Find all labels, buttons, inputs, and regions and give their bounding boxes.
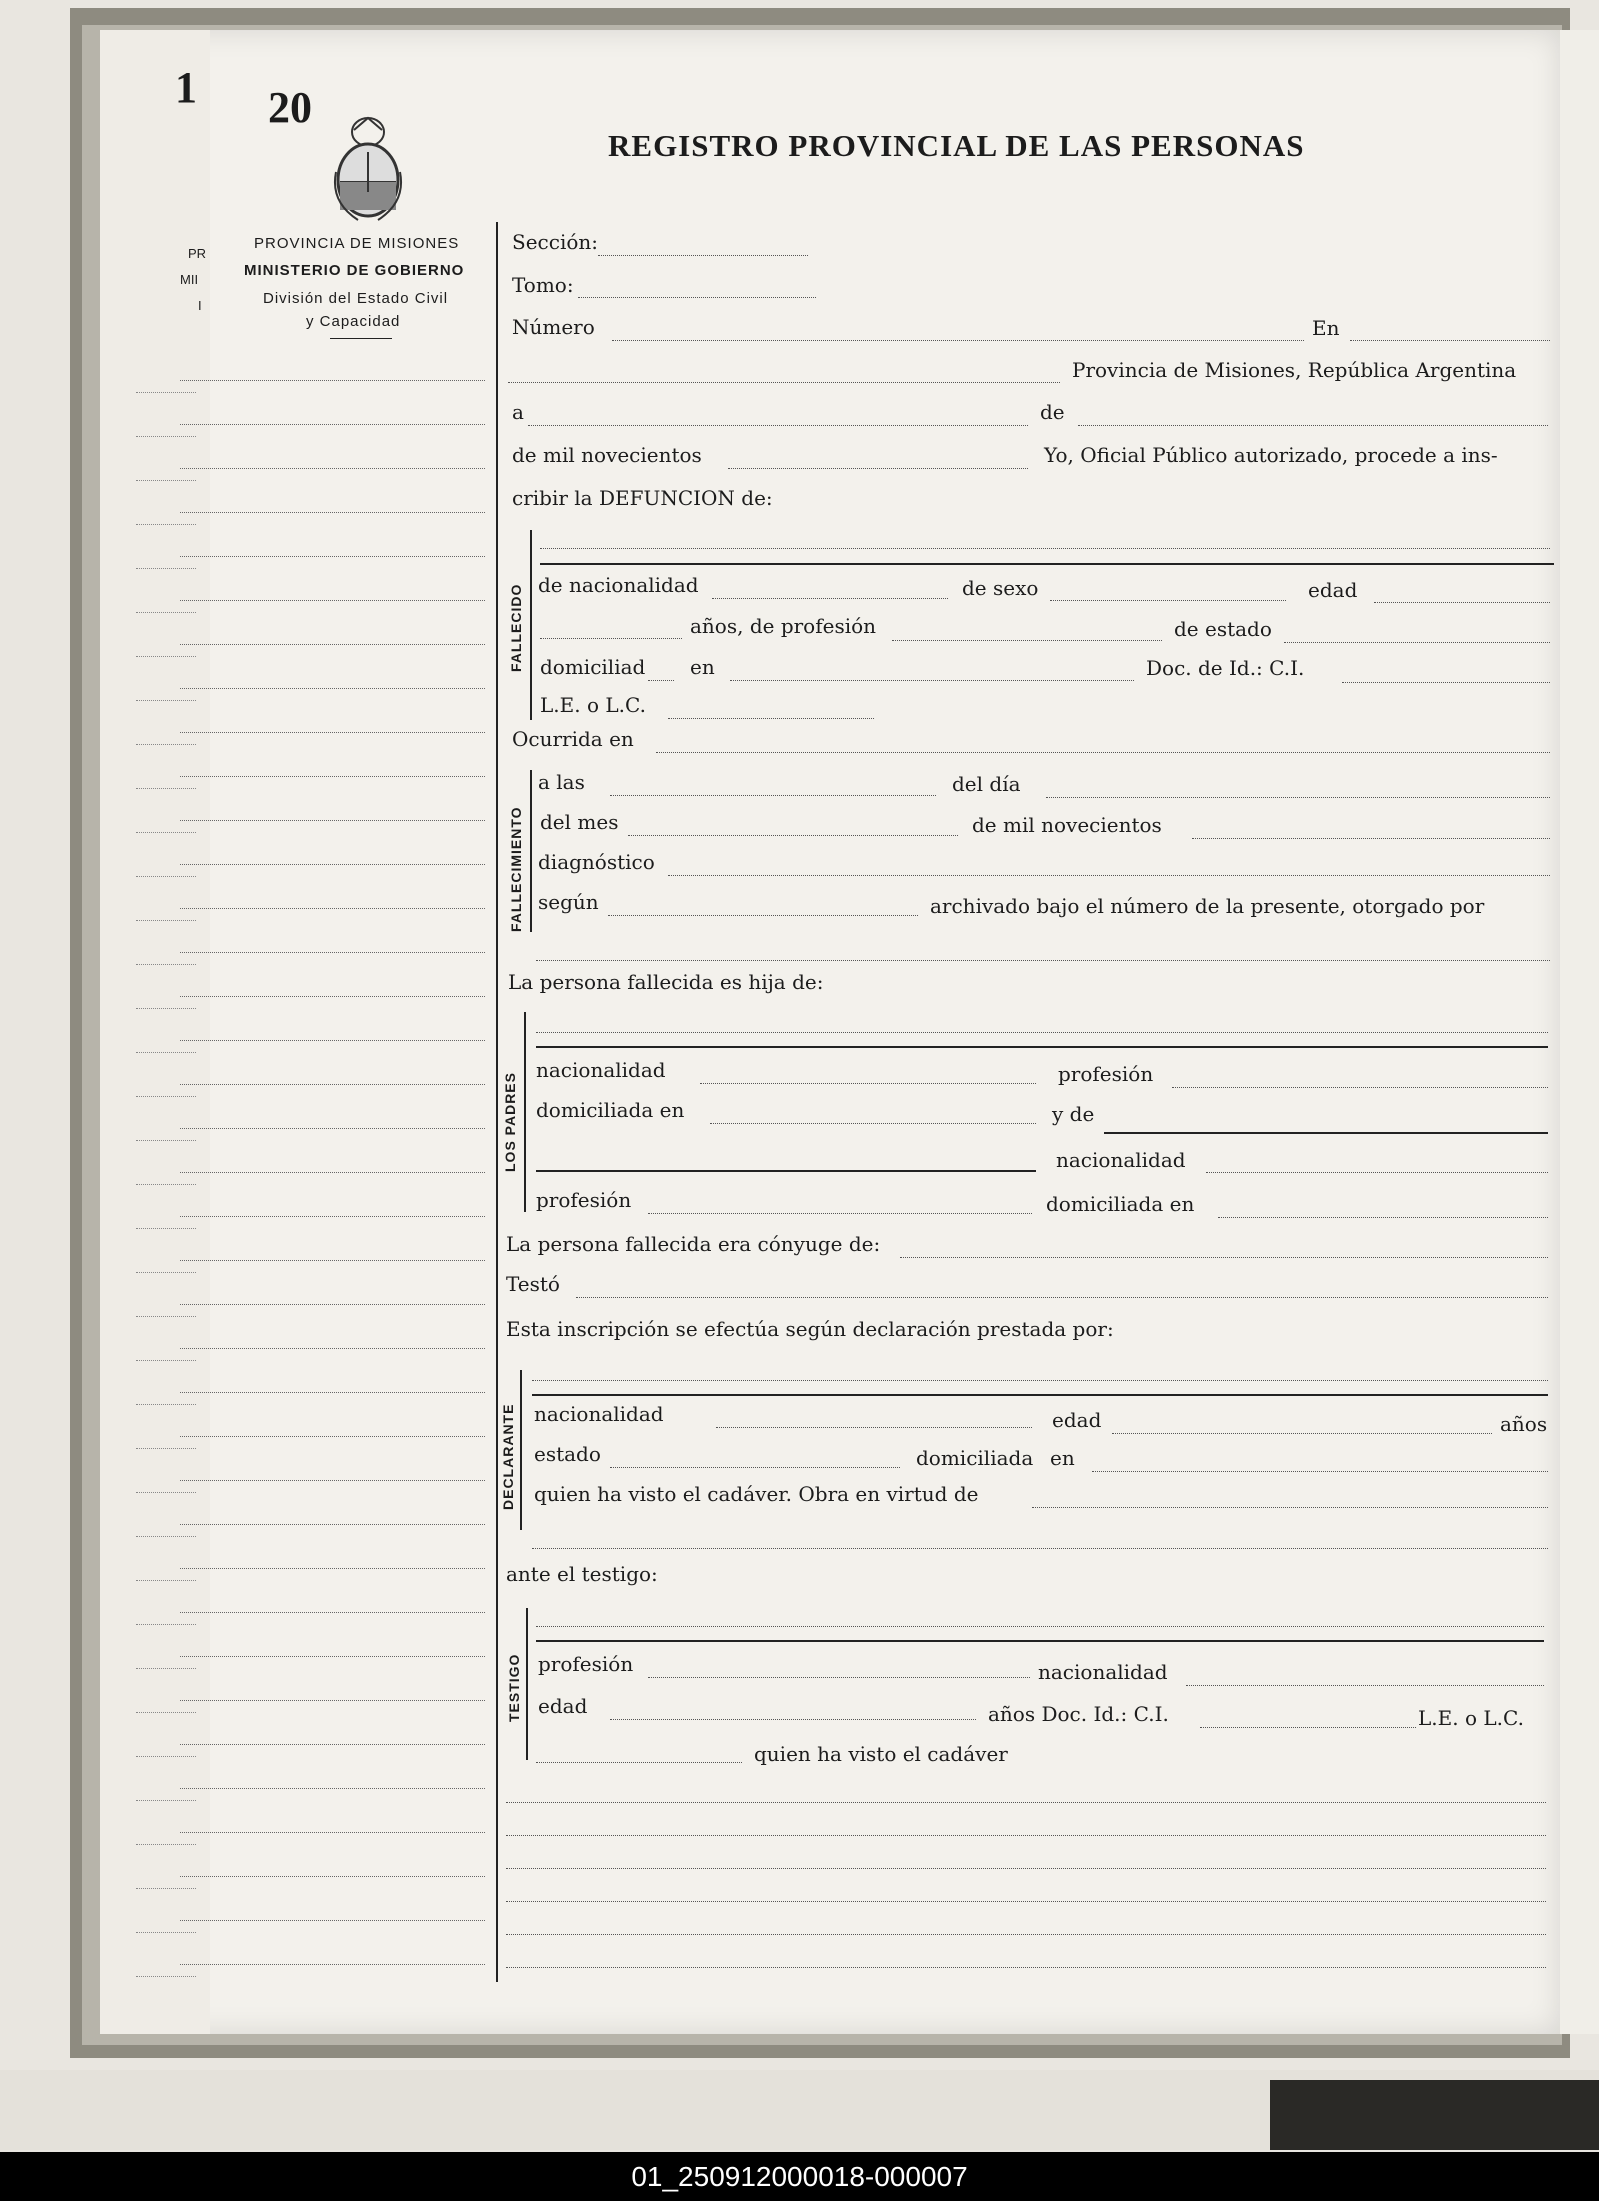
field-fallecido-nombre[interactable]: [540, 548, 1550, 549]
left-cut-ruled-line: [136, 832, 196, 833]
margin-ruled-line: [180, 1964, 485, 1965]
margin-ruled-line: [180, 1040, 485, 1041]
margin-ruled-line: [180, 1084, 485, 1085]
field-sexo[interactable]: [1050, 600, 1286, 601]
left-cut-ruled-line: [136, 1712, 196, 1713]
margin-ruled-line: [180, 556, 485, 557]
label-testigo-profesion: profesión: [538, 1652, 634, 1676]
bottom-ruled-line[interactable]: [506, 1835, 1546, 1836]
margin-ruled-line: [180, 1568, 485, 1569]
left-cut-ruled-line: [136, 1448, 196, 1449]
left-cut-ruled-line: [136, 1756, 196, 1757]
margin-ruled-line: [180, 1832, 485, 1833]
left-cut-ruled-line: [136, 876, 196, 877]
field-testigo-doc[interactable]: [1200, 1727, 1416, 1728]
label-archivado: archivado bajo el número de la presente, otorgado por: [930, 894, 1485, 918]
field-domiciliad-suffix[interactable]: [648, 680, 674, 681]
label-hija-de: La persona fallecida es hija de:: [508, 970, 824, 994]
field-en[interactable]: [1350, 340, 1550, 341]
left-cut-ruled-line: [136, 1844, 196, 1845]
margin-ruled-line: [180, 424, 485, 425]
margin-ruled-line: [180, 644, 485, 645]
margin-ruled-line: [180, 1392, 485, 1393]
margin-ruled-line: [180, 600, 485, 601]
label-inscripcion: Esta inscripción se efectúa según declaración prestada por:: [506, 1317, 1114, 1341]
left-cut-ruled-line: [136, 1316, 196, 1317]
field-a-las[interactable]: [610, 795, 936, 796]
label-del-mes: del mes: [540, 810, 619, 834]
field-testo[interactable]: [576, 1297, 1548, 1298]
fallecimiento-label: FALLECIMIENTO: [508, 806, 524, 932]
declarante-label: DECLARANTE: [500, 1403, 516, 1510]
label-en-dom: en: [690, 655, 715, 679]
label-decl-en: en: [1050, 1446, 1075, 1470]
label-provincia: Provincia de Misiones, República Argentina: [1072, 358, 1517, 382]
testigo-rule: [526, 1608, 528, 1760]
label-mil-nov: de mil novecientos: [512, 443, 702, 467]
footer-id: 01_250912000018-000007: [0, 2152, 1599, 2201]
label-doc: Doc. de Id.: C.I.: [1146, 656, 1305, 680]
label-padre-nacionalidad: nacionalidad: [536, 1058, 666, 1082]
page-number: 20: [268, 83, 312, 132]
fallecido-top-rule: [540, 563, 1554, 565]
label-decl-anos: años: [1500, 1412, 1548, 1436]
page-title: REGISTRO PROVINCIAL DE LAS PERSONAS: [608, 128, 1305, 163]
margin-ruled-line: [180, 1612, 485, 1613]
label-segun: según: [538, 890, 599, 914]
label-decl-nacionalidad: nacionalidad: [534, 1402, 664, 1426]
field-diagnostico[interactable]: [668, 875, 1550, 876]
field-otorgado-por[interactable]: [536, 960, 1550, 961]
field-padre-nacionalidad[interactable]: [700, 1083, 1036, 1084]
field-decl-obra-cont[interactable]: [532, 1548, 1548, 1549]
margin-ruled-line: [180, 776, 485, 777]
left-cut-text-1: PR: [188, 246, 207, 261]
label-madre-domiciliada: domiciliada en: [1046, 1192, 1195, 1216]
field-estado[interactable]: [1284, 642, 1550, 643]
field-profesion[interactable]: [892, 640, 1162, 641]
label-a-las: a las: [538, 770, 585, 794]
field-le[interactable]: [668, 718, 874, 719]
field-localidad[interactable]: [508, 382, 1060, 383]
left-cut-ruled-line: [136, 1272, 196, 1273]
bottom-ruled-line[interactable]: [506, 1802, 1546, 1803]
field-nacionalidad[interactable]: [712, 598, 948, 599]
bottom-ruled-line[interactable]: [506, 1901, 1546, 1902]
margin-ruled-line: [180, 1700, 485, 1701]
label-anos-profesion: años, de profesión: [690, 614, 877, 638]
margin-ruled-line: [180, 1744, 485, 1745]
label-nacionalidad: de nacionalidad: [538, 573, 699, 597]
bottom-ruled-line[interactable]: [506, 1967, 1546, 1968]
left-cut-ruled-line: [136, 480, 196, 481]
left-cut-ruled-line: [136, 656, 196, 657]
header-underline: [330, 338, 392, 339]
field-doc-ci[interactable]: [1342, 682, 1550, 683]
left-cut-ruled-line: [136, 1800, 196, 1801]
label-madre-profesion: profesión: [536, 1188, 632, 1212]
field-madre-nombre[interactable]: [1104, 1132, 1548, 1134]
field-a[interactable]: [528, 425, 1028, 426]
label-en: En: [1312, 316, 1340, 340]
label-tomo: Tomo:: [512, 273, 574, 297]
label-decl-edad: edad: [1052, 1408, 1102, 1432]
field-testigo-nacionalidad[interactable]: [1186, 1685, 1544, 1686]
field-testigo-edad[interactable]: [610, 1719, 976, 1720]
padres-label: LOS PADRES: [502, 1072, 518, 1172]
left-cut-ruled-line: [136, 1184, 196, 1185]
label-madre-nacionalidad: nacionalidad: [1056, 1148, 1186, 1172]
margin-ruled-line: [180, 1260, 485, 1261]
left-cut-ruled-line: [136, 788, 196, 789]
label-testigo-nacionalidad: nacionalidad: [1038, 1660, 1168, 1684]
label-cribir: cribir la DEFUNCION de:: [512, 486, 773, 510]
margin-ruled-line: [180, 1480, 485, 1481]
field-madre-domicilio[interactable]: [1218, 1217, 1548, 1218]
margin-ruled-line: [180, 820, 485, 821]
label-ocurrida: Ocurrida en: [512, 727, 634, 751]
margin-ruled-line: [180, 1436, 485, 1437]
left-cut-ruled-line: [136, 1140, 196, 1141]
left-cut-ruled-line: [136, 1096, 196, 1097]
declarante-rule: [520, 1370, 522, 1530]
field-madre-nacionalidad[interactable]: [1206, 1172, 1548, 1173]
field-del-mes[interactable]: [628, 835, 958, 836]
label-padre-domiciliada: domiciliada en: [536, 1098, 685, 1122]
label-testigo-anos-doc: años Doc. Id.: C.I.: [988, 1702, 1169, 1726]
declarante-top-rule: [532, 1394, 1548, 1396]
left-cut-ruled-line: [136, 1580, 196, 1581]
field-decl-nacionalidad[interactable]: [716, 1427, 1032, 1428]
margin-ruled-line: [180, 1304, 485, 1305]
left-cut-ruled-line: [136, 612, 196, 613]
left-cut-ruled-line: [136, 392, 196, 393]
margin-ruled-line: [180, 1876, 485, 1877]
margin-ruled-line: [180, 512, 485, 513]
field-madre-profesion[interactable]: [648, 1213, 1032, 1214]
label-testigo-quien: quien ha visto el cadáver: [754, 1742, 1008, 1766]
label-diagnostico: diagnóstico: [538, 850, 655, 874]
left-cut-ruled-line: [136, 700, 196, 701]
fallecido-label: FALLECIDO: [508, 583, 524, 672]
left-cut-text-2: MII: [180, 272, 199, 287]
left-cut-ruled-line: [136, 1008, 196, 1009]
facing-page-edge: [1560, 30, 1599, 2034]
left-cut-ruled-line: [136, 436, 196, 437]
margin-ruled-line: [180, 688, 485, 689]
label-yo: Yo, Oficial Público autorizado, procede a ins-: [1044, 443, 1498, 467]
left-cut-ruled-line: [136, 1052, 196, 1053]
label-ante-testigo: ante el testigo:: [506, 1562, 658, 1586]
label-testigo-le: L.E. o L.C.: [1418, 1706, 1524, 1730]
bottom-ruled-line[interactable]: [506, 1868, 1546, 1869]
label-del-dia: del día: [952, 772, 1021, 796]
margin-ruled-line: [180, 1172, 485, 1173]
field-edad[interactable]: [1374, 602, 1550, 603]
label-testo: Testó: [506, 1272, 560, 1296]
field-padre-nombre[interactable]: [536, 1032, 1548, 1033]
padres-top-rule: [536, 1046, 1548, 1048]
testigo-label: TESTIGO: [506, 1653, 522, 1722]
margin-ruled-line: [180, 380, 485, 381]
label-y-de: y de: [1052, 1102, 1095, 1126]
field-tomo[interactable]: [578, 297, 816, 298]
label-seccion: Sección:: [512, 230, 598, 254]
margin-ruled-line: [180, 864, 485, 865]
left-cut-ruled-line: [136, 1404, 196, 1405]
field-ocurrida[interactable]: [656, 752, 1550, 753]
left-cut-ruled-line: [136, 1624, 196, 1625]
field-testigo-nombre[interactable]: [536, 1626, 1544, 1627]
dark-corner: [1270, 2080, 1599, 2150]
label-domiciliad: domiciliad: [540, 655, 646, 679]
left-cut-ruled-line: [136, 1888, 196, 1889]
fallecido-rule: [530, 530, 532, 720]
field-padre-profesion[interactable]: [1172, 1087, 1548, 1088]
field-decl-edad[interactable]: [1112, 1433, 1492, 1434]
field-anos[interactable]: [540, 638, 682, 639]
label-conyuge: La persona fallecida era cónyuge de:: [506, 1232, 881, 1256]
testigo-top-rule: [536, 1640, 1544, 1642]
field-decl-estado[interactable]: [610, 1467, 900, 1468]
left-cut-ruled-line: [136, 568, 196, 569]
label-testigo-edad: edad: [538, 1694, 588, 1718]
left-tab-number: 1: [175, 63, 197, 112]
header-ministry: MINISTERIO DE GOBIERNO: [244, 262, 465, 279]
left-cut-ruled-line: [136, 1360, 196, 1361]
left-cut-ruled-line: [136, 964, 196, 965]
margin-ruled-line: [180, 1920, 485, 1921]
left-cut-text-3: I: [198, 298, 202, 313]
padres-rule: [524, 1012, 526, 1212]
fallecimiento-rule: [530, 770, 532, 932]
margin-ruled-line: [180, 1656, 485, 1657]
main-vertical-rule: [496, 222, 498, 1982]
header-division: División del Estado Civil: [263, 290, 449, 307]
field-mil-nov[interactable]: [728, 468, 1028, 469]
field-testigo-le[interactable]: [536, 1762, 742, 1763]
margin-ruled-line: [180, 1128, 485, 1129]
field-conyuge[interactable]: [900, 1257, 1548, 1258]
label-sexo: de sexo: [962, 576, 1039, 600]
label-decl-domiciliada: domiciliada: [916, 1446, 1034, 1470]
label-a: a: [512, 400, 524, 424]
field-testigo-profesion[interactable]: [648, 1677, 1030, 1678]
field-del-dia[interactable]: [1046, 797, 1550, 798]
margin-ruled-line: [180, 468, 485, 469]
margin-ruled-line: [180, 908, 485, 909]
margin-ruled-line: [180, 732, 485, 733]
field-decl-obra[interactable]: [1032, 1507, 1548, 1508]
left-cut-ruled-line: [136, 524, 196, 525]
bottom-ruled-line[interactable]: [506, 1934, 1546, 1935]
label-edad: edad: [1308, 578, 1358, 602]
label-numero: Número: [512, 315, 595, 339]
field-declarante-nombre[interactable]: [532, 1380, 1548, 1381]
margin-ruled-line: [180, 1348, 485, 1349]
label-mil-nov-2: de mil novecientos: [972, 813, 1162, 837]
margin-ruled-line: [180, 996, 485, 997]
label-le: L.E. o L.C.: [540, 693, 646, 717]
left-cut-ruled-line: [136, 1492, 196, 1493]
margin-ruled-line: [180, 1216, 485, 1217]
label-decl-quien: quien ha visto el cadáver. Obra en virtud de: [534, 1482, 979, 1506]
label-decl-estado: estado: [534, 1442, 601, 1466]
field-de[interactable]: [1078, 425, 1548, 426]
header-province: PROVINCIA DE MISIONES: [254, 235, 460, 252]
left-cut-ruled-line: [136, 1228, 196, 1229]
label-estado: de estado: [1174, 617, 1272, 641]
field-madre-nombre-cont[interactable]: [536, 1170, 1036, 1172]
left-cut-ruled-line: [136, 1976, 196, 1977]
coat-of-arms-icon: [328, 112, 408, 230]
margin-ruled-line: [180, 1524, 485, 1525]
label-padre-profesion: profesión: [1058, 1062, 1154, 1086]
header-capacidad: y Capacidad: [306, 313, 401, 330]
field-mil-nov-2[interactable]: [1192, 838, 1550, 839]
margin-ruled-line: [180, 1788, 485, 1789]
field-decl-domicilio[interactable]: [1092, 1471, 1548, 1472]
field-segun[interactable]: [608, 915, 918, 916]
left-cut-ruled-line: [136, 1668, 196, 1669]
margin-ruled-line: [180, 952, 485, 953]
field-seccion[interactable]: [598, 255, 808, 256]
field-numero[interactable]: [612, 340, 1304, 341]
left-cut-ruled-line: [136, 1932, 196, 1933]
left-cut-strip: [100, 30, 210, 2034]
label-de: de: [1040, 400, 1065, 424]
left-cut-ruled-line: [136, 920, 196, 921]
field-padre-domicilio[interactable]: [710, 1123, 1036, 1124]
left-cut-ruled-line: [136, 744, 196, 745]
left-cut-ruled-line: [136, 1536, 196, 1537]
field-domicilio[interactable]: [730, 680, 1134, 681]
